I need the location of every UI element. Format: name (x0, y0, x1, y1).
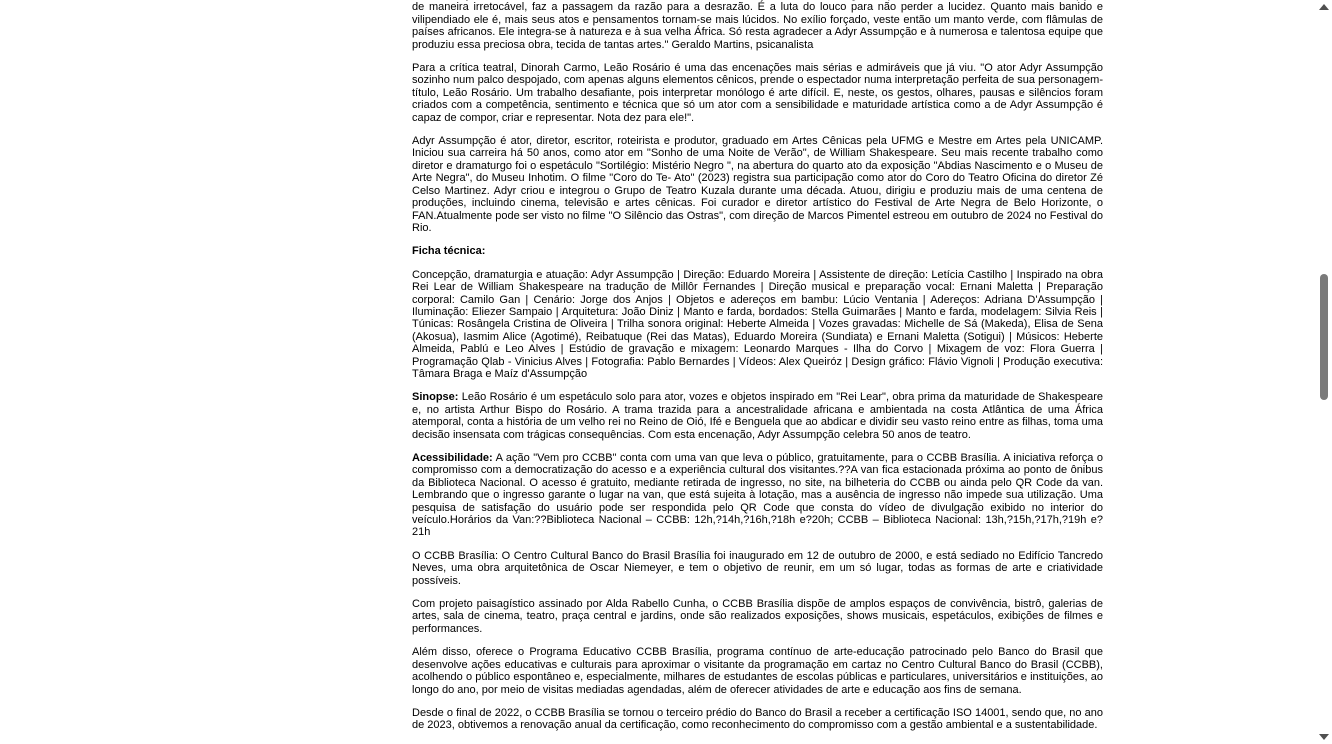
vertical-scrollbar[interactable] (1317, 0, 1332, 744)
article-body (412, 0, 1103, 743)
paragraph-acessibilidade (412, 452, 1103, 539)
scroll-down-arrow-icon[interactable] (1319, 734, 1329, 740)
paragraph-ccbb-brasilia: O CCBB Brasília: O Centro Cultural Banco do Brasil Brasília foi inaugurado em 12 de outubro de 2000, e está sediado no Edifício Tancredo Neves, uma obra arquitetônica de Oscar Niemeyer, e tem o objetivo de reunir, em um só lugar, todas as formas de arte e criatividade possíveis. (412, 549, 1103, 587)
paragraph-iso-certificacao: Desde o final de 2022, o CCBB Brasília se tornou o terceiro prédio do Banco do Brasil a receber a certificação ISO 14001, sendo que, no ano de 2023, obtivemos a renovação anual da certificação, como reconhecimento do compromisso com a gestão ambiental e a sustentabilidade. (412, 706, 1103, 732)
paragraph-psychoanalyst-review: de maneira irretocável, faz a passagem da razão para a desrazão. É a luta do louco para não perder a lucidez. Quanto mais banido e vilipendiado ele é, mais seus atos e pensamentos tornam-se mais lúcidos. No exílio forçado, veste então um manto verde, com flâmulas de países africanos. Ele integra-se à natureza e à sua velha África. Só resta agradecer a Adyr Assumpção e à numerosa e talentosa equipe que produziu essa preciosa obra, tecida de tantas artes." Geraldo Martins, psicanalista (412, 1, 1103, 51)
sinopse-text: Leão Rosário é um espetáculo solo para ator, vozes e objetos inspirado em "Rei Lear", obra prima da maturidade de Shakespeare e, no artista Arthur Bispo do Rosário. A trama trazida para a ancestralidade africana e ambientada na costa Atlântica de uma África atemporal, conta a história de um velho rei no Reino de Oió, Ifé e Benguela que ao abdicar e dividir seu vasto reino entre as filhas, toma uma decisão insensata com trágicas consequências. Com esta encenação, Adyr Assumpção celebra 50 anos de teatro. (412, 391, 1103, 441)
sinopse-label: Sinopse: (412, 391, 459, 404)
paragraph-sinopse (412, 391, 1103, 441)
paragraph-artist-bio: Adyr Assumpção é ator, diretor, escritor, roteirista e produtor, graduado em Artes Cênicas pela UFMG e Mestre em Artes pela UNICAMP. Iniciou sua carreira há 50 anos, como ator em "Sonho de uma Noite de Verão", de William Shakespeare. Seu mais recente trabalho como diretor e dramaturgo foi o espetáculo "Sortilégio: Mistério Negro ", na abertura do quarto ato da exposição "Abdias Nascimento e o Museu de Arte Negra", do Museu Inhotim. O filme "Coro do Te- Ato" (2023) registra sua participação como ator do Coro do Teatro Oficina do diretor Zé Celso Martinez. Adyr criou e integrou o Grupo de Teatro Kuzala durante uma década. Atuou, dirigiu e produziu mais de uma centena de produções, incluindo cinema, televisão e artes cênicas. Foi curador e diretor artístico do Festival de Arte Negra de Belo Horizonte, o FAN.Atualmente pode ser visto no filme "O Silêncio das Ostras", com direção de Marcos Pimentel estreou em outubro de 2024 no Festival do Rio. (412, 135, 1103, 234)
scrollbar-thumb[interactable] (1320, 274, 1328, 400)
paragraph-paisagismo: Com projeto paisagístico assinado por Alda Rabello Cunha, o CCBB Brasília dispõe de amplos espaços de convivência, bistrô, galerias de artes, sala de cinema, teatro, praça central e jardins, onde são realizados exposições, shows musicais, espetáculos, exibições de filmes e performances. (412, 598, 1103, 635)
paragraph-ficha-tecnica: Concepção, dramaturgia e atuação: Adyr Assumpção | Direção: Eduardo Moreira | Assistente de direção: Letícia Castilho | Inspirado na obra Rei Lear de William Shakespeare na tradução de Millôr Fernandes | Direção musical e preparação vocal: Ernani Maletta | Preparação corporal: Camilo Gan | Cenário: Jorge dos Anjos | Objetos e adereços em bambu: Lúcio Ventania | Adereços: Adriana D'Assumpção | Iluminação: Eliezer Sampaio | Arquitetura: João Diniz | Manto e farda, bordados: Stella Guimarães | Manto e farda, modelagem: Silvia Reis | Túnicas: Rosângela Cristina de Oliveira | Trilha sonora original: Heberte Almeida | Vozes gravadas: Michelle de Sá (Makeda), Elisa de Sena (Akosua), Iasmim Alice (Agotimé), Reibatuque (Rei das Matas), Eduardo Moreira (Sundiata) e Ernani Maletta (Sotigui) | Músicos: Heberte Almeida, Pablú e Leo Alves | Estúdio de gravação e mixagem: Leonardo Marques - Ilha do Corvo | Mixagem de voz: Flora Guerra | Programação Qlab - Vinicius Alves | Fotografia: Pablo Bernardes | Vídeos: Alex Queiróz | Design gráfico: Flávio Vignoli | Produção executiva: Tâmara Braga e Maíz d'Assumpção (412, 268, 1103, 380)
acessibilidade-label: Acessibilidade: (412, 452, 493, 464)
paragraph-programa-educativo: Além disso, oferece o Programa Educativo CCBB Brasília, programa contínuo de arte-educação patrocinado pelo Banco do Brasil que desenvolve ações educativas e culturais para aproximar o visitante da programação em cartaz no Centro Cultural Banco do Brasil (CCBB), acolhendo o público espontâneo e, especialmente, milhares de estudantes de escolas públicas e particulares, universitários e instituições, ao longo do ano, por meio de visitas mediadas agendadas, além de oferecer atividades de arte e educação aos fins de semana. (412, 646, 1103, 696)
paragraph-critic-review: Para a crítica teatral, Dinorah Carmo, Leão Rosário é uma das encenações mais sérias e admiráveis que já viu. "O ator Adyr Assumpção sozinho num palco despojado, com apenas alguns elementos cênicos, prende o espectador numa interpretação perfeita de sua personagem-título, Leão Rosário. Um trabalho desafiante, pois interpretar monólogo é arte difícil. E, neste, os gestos, olhares, pausas e silêncios foram criados com a competência, sentimento e técnica que só um ator com a sensibilidade e maturidade artística como a de Adyr Assumpção é capaz de compor, criar e representar. Nota dez para ele!". (412, 62, 1103, 124)
ficha-tecnica-heading: Ficha técnica: (412, 245, 486, 258)
acessibilidade-text: A ação "Vem pro CCBB" conta com uma van que leva o público, gratuitamente, para o CCBB Brasília. A iniciativa reforça o compromisso com a democratização do acesso e a experiência cultural dos visitantes.??A van fica estacionada próxima ao ponto de ônibus da Biblioteca Nacional. O acesso é gratuito, mediante retirada de ingresso, no site, na bilheteria do CCBB ou ainda pelo QR Code da van. Lembrando que o ingresso garante o lugar na van, que está sujeita à lotação, mas a ausência de ingresso não impede sua utilização. Uma pesquisa de satisfação do usuário pode ser respondida pelo QR Code que consta do vídeo de divulgação exibido no interior do veículo.Horários da Van:??Biblioteca Nacional – CCBB: 12h,?14h,?16h,?18h e?20h; CCBB – Biblioteca Nacional: 13h,?15h,?17h,?19h e?21h (412, 452, 1103, 539)
scroll-up-arrow-icon[interactable] (1319, 4, 1329, 10)
